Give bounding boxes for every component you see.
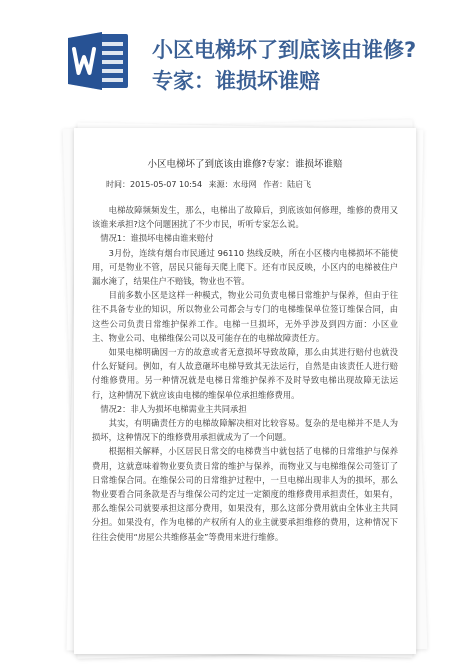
paragraph: 目前多数小区是这样一种模式，物业公司负责电梯日常维护与保养，但由于往往不具备专业的知识，所以物业公司都会与专门的电梯维保单位签订维保合同，由这些公司负责日常维护保养工作。电梯一旦损坏，无外乎涉及到四方面：小区业主、物业公司、电梯维保公司以及可能存在的电梯故障责任方。 [92,290,398,343]
word-document-icon [68,32,130,90]
paragraph: 其实，有明确责任方的电梯故障解决相对比较容易。复杂的是电梯并不是人为损坏，这种情况下的维修费用承担就成为了一个问题。 [92,418,398,443]
paragraph-intro: 电梯故障频频发生，那么，电梯出了故障后，到底该如何修理，维修的费用又该谁来承担?这个问题困扰了不少市民，听听专家怎么说。 [92,205,398,230]
meta-author: 作者：陆启飞 [263,180,312,189]
banner-title-line2: 专家：谁损坏谁赔 [152,69,320,93]
document-title: 小区电梯坏了到底该由谁修?专家：谁损坏谁赔 [147,159,343,170]
meta-time: 时间：2015-05-07 10:54 [106,180,203,189]
section-heading-2: 情况2：非人为损坏电梯需业主共同承担 [100,403,247,414]
paragraph: 根据相关解释，小区居民日常交的电梯费当中就包括了电梯的日常维护与保养费用，这就意味着物业要负责日常的维护与保养，而物业又与电梯维保公司签订了日常维保合同。在维保公司的日常维护过程中，一旦电梯出现非人为的损坏，那么物业要看合同条款是否与维保公司约定过一定额度的维修费用承担责任，如果有，那么维保公司就要承担这部分费用，如果没有，那么这部分费用就由全体业主共同分担。如果没有，作为电梯的产权所有人的业主就要承担维修的费用，这种情况下往往会使用“房屋公共维修基金”等费用来进行维修。 [92,446,398,542]
meta-source: 来源：水母网 [208,180,257,189]
document-page [74,128,416,654]
banner-title-line1: 小区电梯坏了到底该由谁修? [152,38,417,62]
section-heading-1: 情况1：谁损坏电梯由谁来赔付 [100,233,214,244]
document-meta [106,179,398,191]
paragraph: 如果电梯明确因一方的故意或者无意损坏导致故障，那么由其进行赔付也就没什么好疑问。例如，有人故意砸坏电梯导致其无法运行，自然是由该责任人进行赔付维修费用。另一种情况就是电梯日常维护保养不及时导致电梯出现故障无法运行，这种情况下就应该由电梯的维保单位承担维修费用。 [92,347,398,400]
paragraph: 3月份，连续有烟台市民通过 96110 热线反映，所在小区楼内电梯损坏不能使用，可是物业不管，居民只能每天爬上爬下。还有市民反映，小区内的电梯被住户漏水淹了，结果住户不赔钱，物业也不管。 [92,247,398,287]
